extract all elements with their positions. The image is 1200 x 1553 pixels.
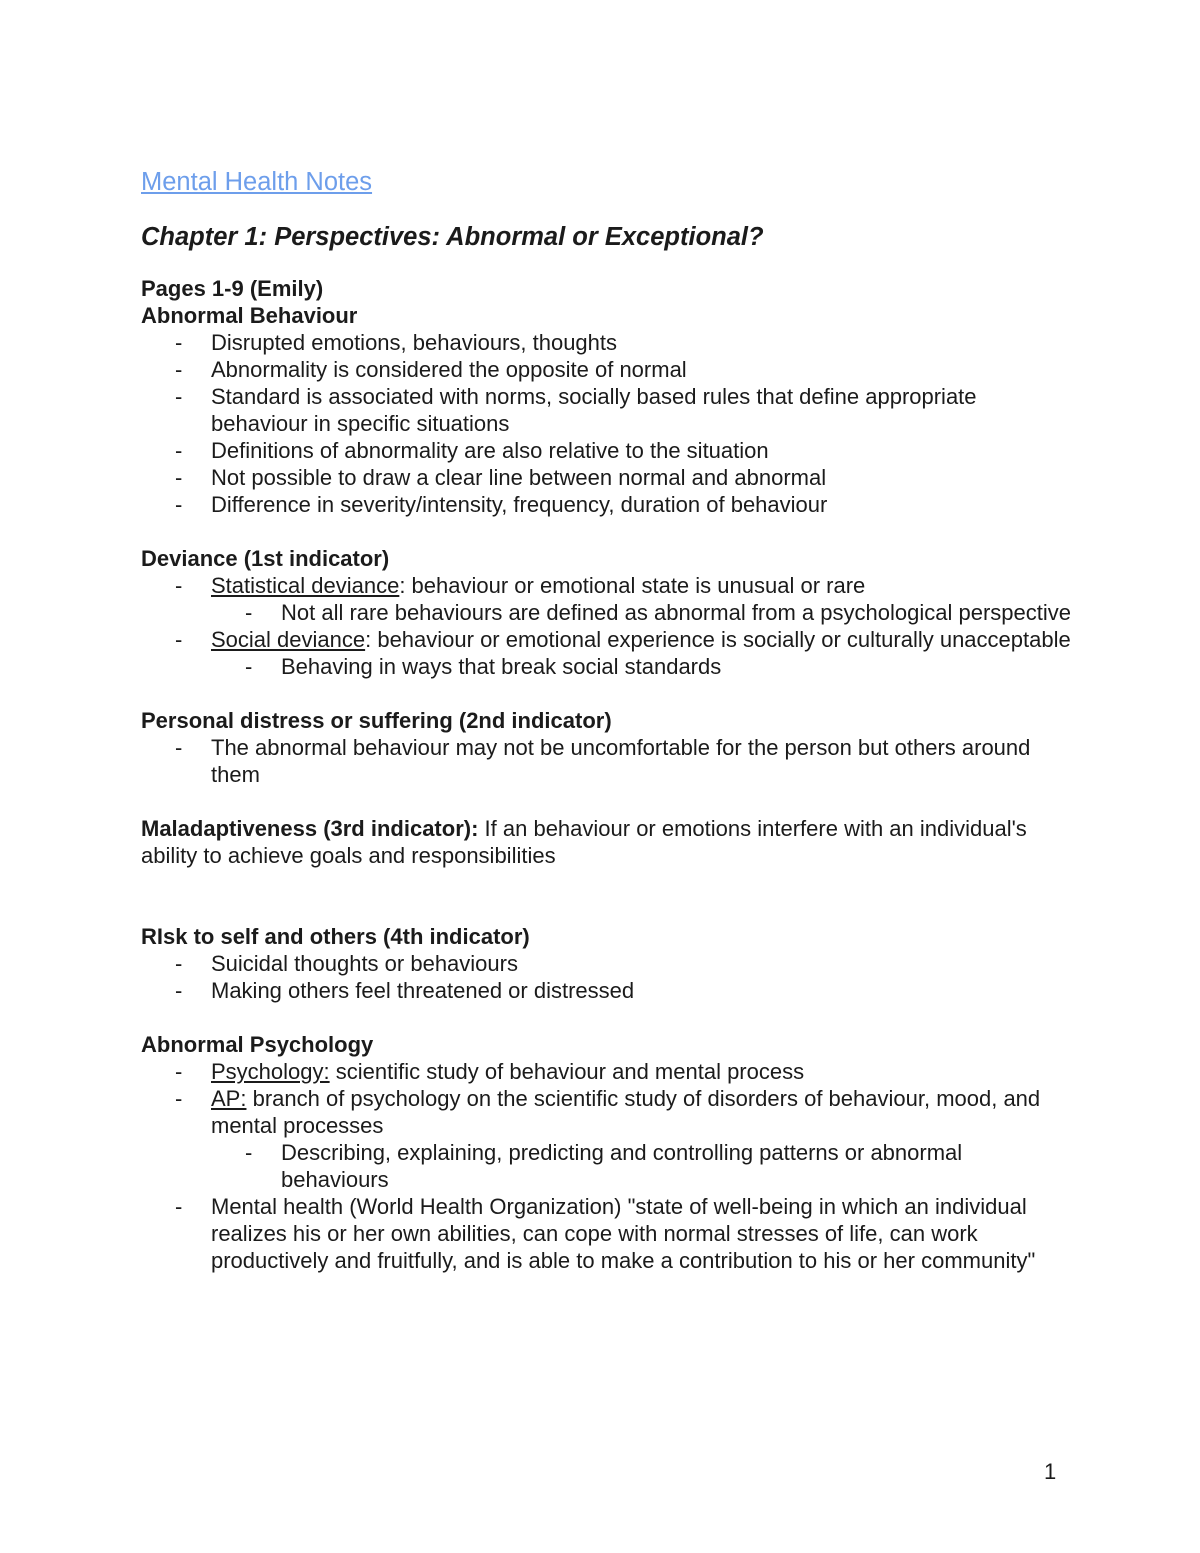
- section-heading-maladaptiveness: Maladaptiveness (3rd indicator):: [141, 816, 479, 841]
- definition-text: scientific study of behaviour and mental process: [329, 1059, 805, 1084]
- section-heading-risk: RIsk to self and others (4th indicator): [141, 924, 530, 949]
- document-body: [141, 166, 1071, 1274]
- page-title: Mental Health Notes: [141, 168, 373, 196]
- list-item: - Abnormality is considered the opposite of normal: [141, 356, 1071, 383]
- list-item: - Difference in severity/intensity, frequency, duration of behaviour: [141, 491, 1071, 518]
- page-number: 1: [1044, 1459, 1057, 1484]
- spacer: [141, 518, 1071, 545]
- list-item: [141, 572, 1071, 626]
- abnormal-psychology-list: [141, 1058, 1071, 1274]
- list-item: - Suicidal thoughts or behaviours: [141, 950, 1071, 977]
- sub-list: [211, 1139, 1071, 1193]
- spacer: [141, 680, 1071, 707]
- abnormal-behaviour-list: [141, 329, 1071, 518]
- list-item: [141, 1085, 1071, 1193]
- sub-list: [211, 653, 1071, 680]
- list-item: - Mental health (World Health Organization) "state of well-being in which an individual realizes his or her own abilities, can cope with normal stresses of life, can work productively and fruitfully, and is able to make a contribution to his or her community": [141, 1193, 1071, 1274]
- spacer: [141, 869, 1071, 923]
- list-item: - Standard is associated with norms, socially based rules that define appropriate behaviour in specific situations: [141, 383, 1071, 437]
- sub-list-item: - Behaving in ways that break social standards: [211, 653, 1071, 680]
- sub-list-item: - Not all rare behaviours are defined as abnormal from a psychological perspective: [211, 599, 1071, 626]
- list-item: [141, 1058, 1071, 1085]
- maladaptiveness-text: If an behaviour or emotions interfere with an individual's ability to achieve goals and responsibilities: [141, 816, 1027, 868]
- list-item: - The abnormal behaviour may not be uncomfortable for the person but others around them: [141, 734, 1071, 788]
- list-item: [141, 626, 1071, 680]
- term-statistical-deviance: Statistical deviance: [211, 573, 400, 598]
- section-heading-distress: Personal distress or suffering (2nd indicator): [141, 708, 612, 733]
- definition-text: branch of psychology on the scientific study of disorders of behaviour, mood, and mental processes: [211, 1086, 1041, 1138]
- pages-label: Pages 1-9 (Emily): [141, 276, 324, 301]
- spacer: [141, 1004, 1071, 1031]
- chapter-heading: Chapter 1: Perspectives: Abnormal or Exceptional?: [141, 223, 764, 251]
- term-psychology: Psychology:: [211, 1059, 330, 1084]
- term-ap: AP:: [211, 1086, 247, 1111]
- list-item: - Making others feel threatened or distressed: [141, 977, 1071, 1004]
- spacer: [141, 788, 1071, 815]
- list-item: - Not possible to draw a clear line between normal and abnormal: [141, 464, 1071, 491]
- deviance-list: [141, 572, 1071, 680]
- section-heading-abnormal-psychology: Abnormal Psychology: [141, 1032, 374, 1057]
- definition-text: : behaviour or emotional experience is socially or culturally unacceptable: [365, 627, 1071, 652]
- section-heading-abnormal-behaviour: Abnormal Behaviour: [141, 303, 358, 328]
- sub-list: [211, 599, 1071, 626]
- distress-list: [141, 734, 1071, 788]
- sub-list-item: - Describing, explaining, predicting and controlling patterns or abnormal behaviours: [211, 1139, 1071, 1193]
- list-item: - Definitions of abnormality are also relative to the situation: [141, 437, 1071, 464]
- term-social-deviance: Social deviance: [211, 627, 366, 652]
- maladaptiveness-paragraph: [141, 815, 1071, 869]
- risk-list: [141, 950, 1071, 1004]
- list-item: - Disrupted emotions, behaviours, thoughts: [141, 329, 1071, 356]
- definition-text: : behaviour or emotional state is unusual or rare: [399, 573, 866, 598]
- section-heading-deviance: Deviance (1st indicator): [141, 546, 390, 571]
